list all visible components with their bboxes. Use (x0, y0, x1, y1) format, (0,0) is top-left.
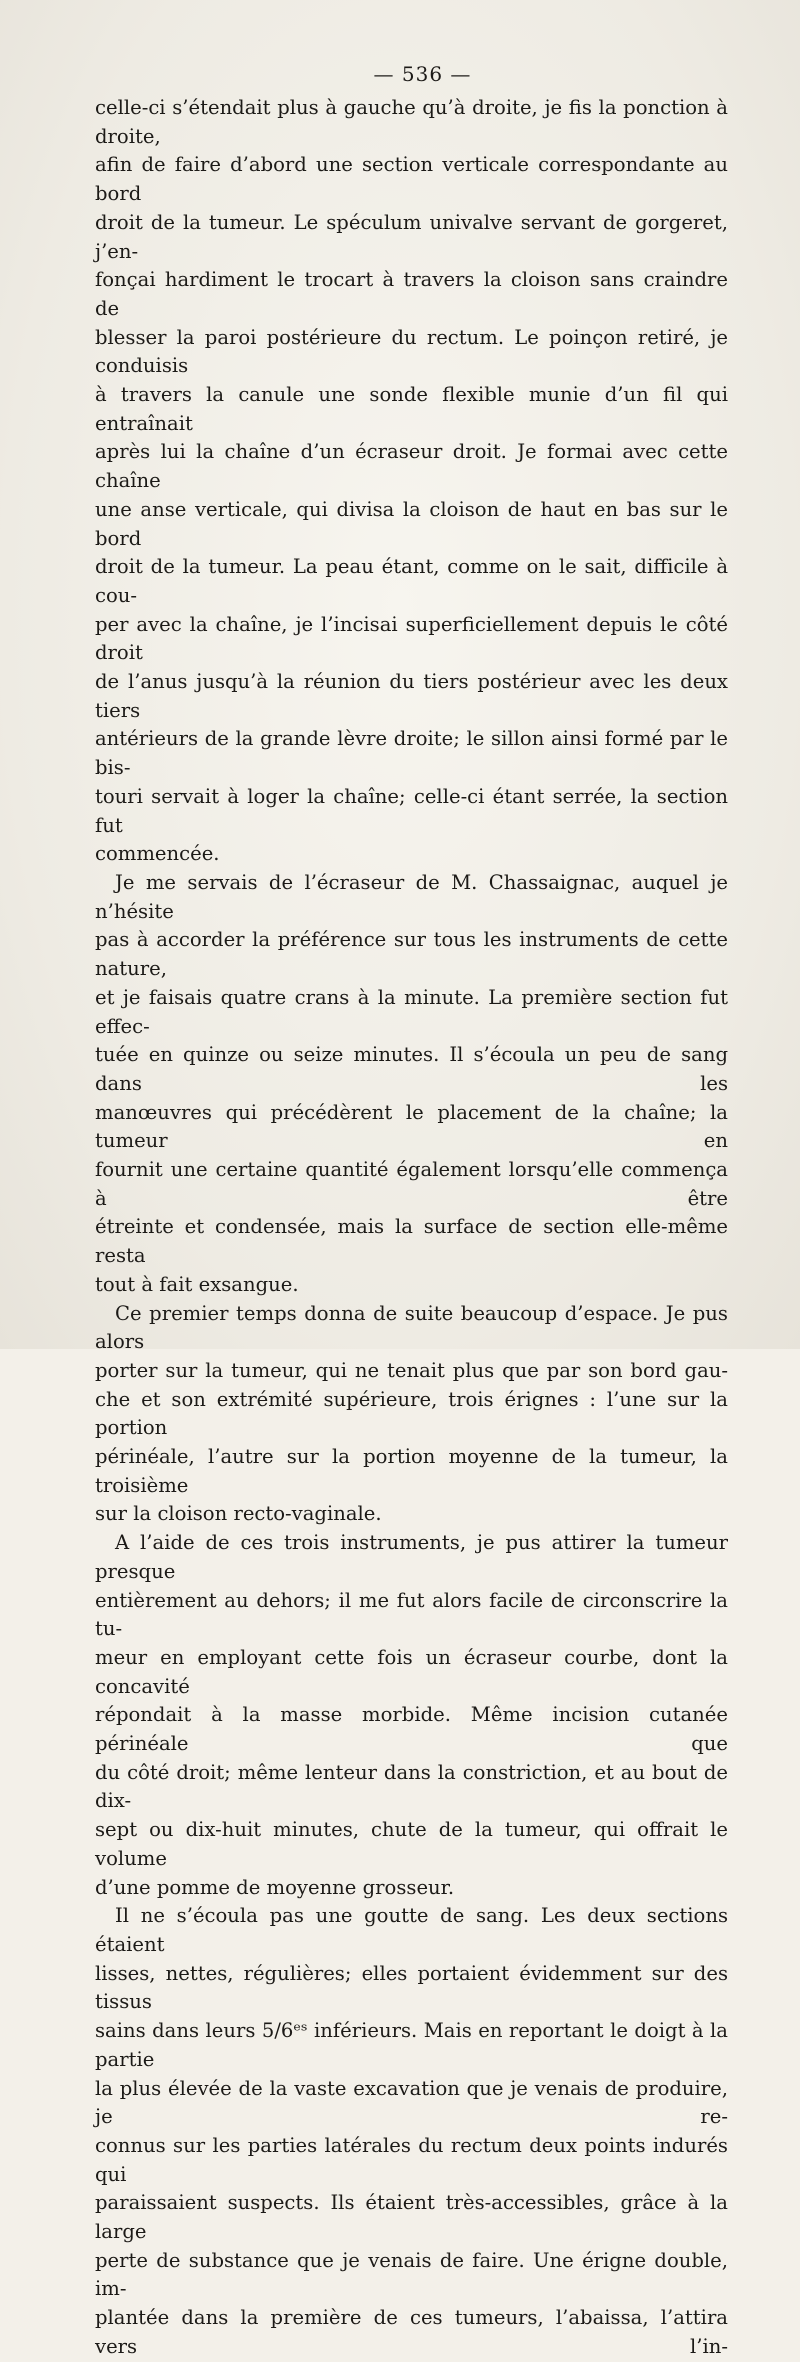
text-line: porter sur la tumeur, qui ne tenait plus que par son bord gau- (95, 1358, 728, 1382)
text-line: Il ne s’écoula pas une goutte de sang. Les deux sections étaient (95, 1904, 728, 1956)
text-line: étreinte et condensée, mais la surface de section elle-même resta (95, 1215, 728, 1268)
text-line: entièrement au dehors; il me fut alors facile de circonscrire la tu- (95, 1588, 728, 1641)
text-line: Ce premier temps donna de suite beaucoup d’espace. Je pus alors (95, 1301, 728, 1354)
text-line: che et son extrémité supérieure, trois érignes : l’une sur la portion (95, 1387, 728, 1440)
text-line: périnéale, l’autre sur la portion moyenne de la tumeur, la troisième (95, 1445, 728, 1497)
text-line: fournit une certaine quantité également lorsqu’elle commença à être (95, 1158, 728, 1210)
text-line: afin de faire d’abord une section verticale correspondante au bord (95, 153, 728, 206)
text-line: de l’anus jusqu’à la réunion du tiers postérieur avec les deux tiers (95, 670, 728, 722)
text-line: antérieurs de la grande lèvre droite; le sillon ainsi formé par le bis- (95, 727, 728, 780)
text-line: perte de substance que je venais de faire. Une érigne double, im- (95, 2248, 728, 2301)
body-text (95, 94, 728, 2362)
text-line: tout à fait exsangue. (95, 1272, 299, 1296)
text-line: tuée en quinze ou seize minutes. Il s’écoula un peu de sang dans les (95, 1043, 728, 1095)
text-line: droit de la tumeur. Le spéculum univalve servant de gorgeret, j’en- (95, 210, 728, 263)
text-line: sur la cloison recto-vaginale. (95, 1502, 382, 1526)
text-line: et je faisais quatre crans à la minute. La première section fut effec- (95, 985, 728, 1038)
text-line: droit de la tumeur. La peau étant, comme on le sait, difficile à cou- (95, 555, 728, 607)
text-line: sept ou dix-huit minutes, chute de la tumeur, qui offrait le volume (95, 1818, 728, 1870)
text-line: connus sur les parties latérales du rectum deux points indurés qui (95, 2133, 728, 2186)
text-line: meur en employant cette fois un écraseur courbe, dont la concavité (95, 1645, 728, 1698)
page-number: — 536 — (373, 62, 472, 86)
text-line: Je me servais de l’écraseur de M. Chassaignac, auquel je n’hésite (95, 870, 728, 923)
text-line: blesser la paroi postérieure du rectum. Le poinçon retiré, je conduisis (95, 325, 728, 378)
text-line: sains dans leurs 5/6ᵉˢ inférieurs. Mais en reportant le doigt à la partie (95, 2019, 728, 2071)
text-line: paraissaient suspects. Ils étaient très-accessibles, grâce à la large (95, 2191, 728, 2244)
text-line: après lui la chaîne d’un écraseur droit. Je formai avec cette chaîne (95, 440, 728, 493)
text-line: lisses, nettes, régulières; elles portaient évidemment sur des tissus (95, 1961, 728, 2014)
text-line: à travers la canule une sonde flexible munie d’un fil qui entraînait (95, 383, 728, 435)
text-line: répondait à la masse morbide. Même incision cutanée périnéale que (95, 1703, 728, 1756)
text-line: pas à accorder la préférence sur tous les instruments de cette nature, (95, 928, 728, 981)
text-line: plantée dans la première de ces tumeurs, l’abaissa, l’attira vers l’in- (95, 2306, 728, 2358)
text-line: fonçai hardiment le trocart à travers la cloison sans craindre de (95, 268, 728, 320)
text-line: d’une pomme de moyenne grosseur. (95, 1875, 455, 1899)
text-line: du côté droit; même lenteur dans la constriction, et au bout de dix- (95, 1760, 728, 1813)
text-line: touri servait à loger la chaîne; celle-ci étant serrée, la section fut (95, 784, 728, 837)
text-line: une anse verticale, qui divisa la cloison de haut en bas sur le bord (95, 497, 728, 550)
text-line: manœuvres qui précédèrent le placement de la chaîne; la tumeur en (95, 1100, 728, 1153)
text-line: per avec la chaîne, je l’incisai superficiellement depuis le côté droit (95, 612, 728, 665)
text-line: la plus élevée de la vaste excavation que je venais de produire, je re- (95, 2076, 728, 2129)
text-line: commencée. (95, 842, 220, 866)
text-line: celle-ci s’étendait plus à gauche qu’à droite, je fis la ponction à droite, (95, 96, 728, 148)
text-line: A l’aide de ces trois instruments, je pus attirer la tumeur presque (95, 1531, 728, 1583)
